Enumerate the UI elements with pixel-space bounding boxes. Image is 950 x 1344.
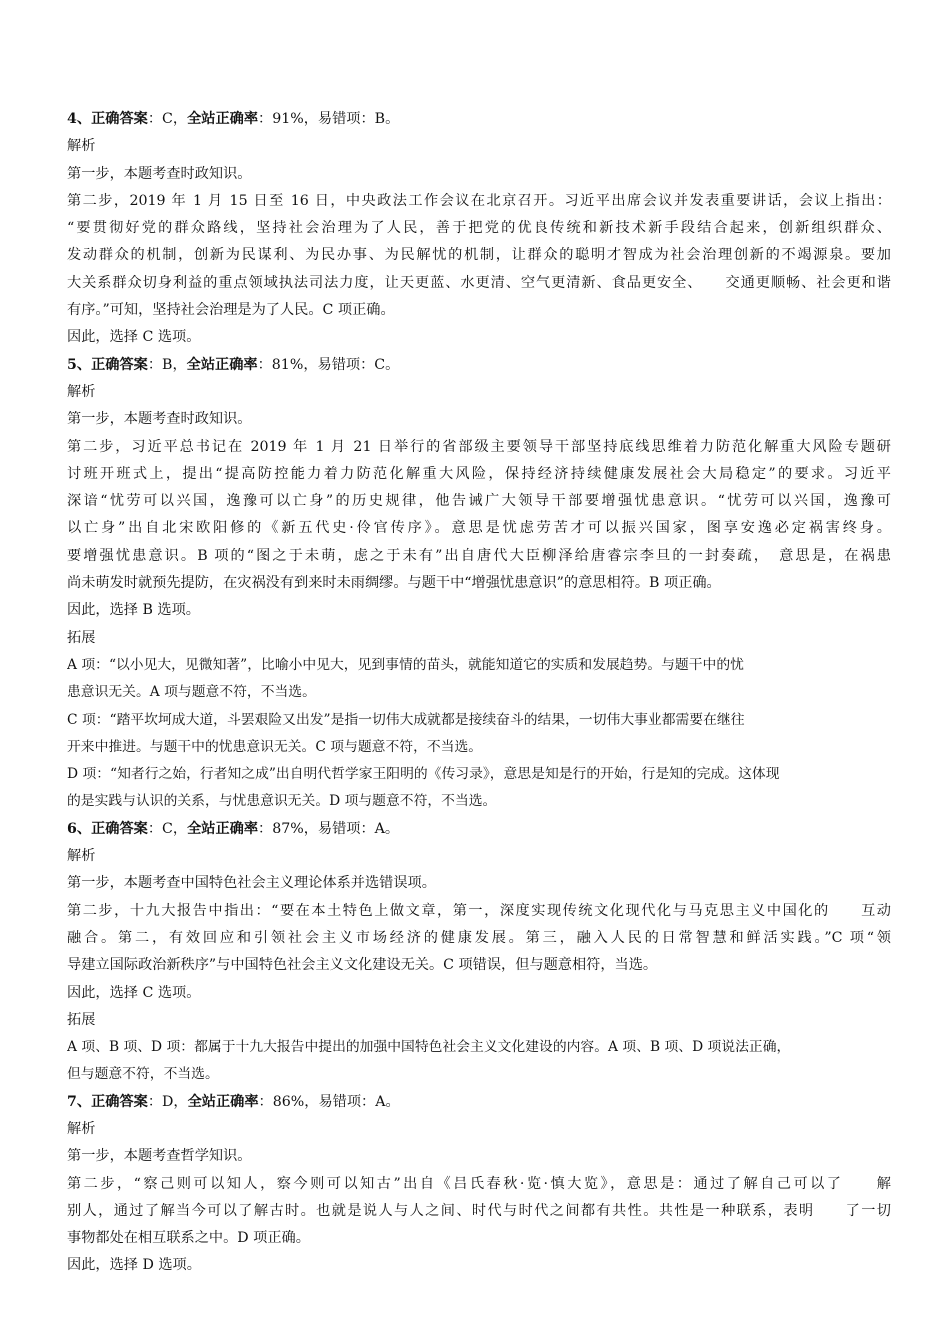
answer-header-q5 [67, 352, 891, 379]
analysis-line: 第二步，“察己则可以知人，察今则可以知古”出自《吕氏春秋·览·慎大览》，意思是：通过了解自己可以了 解 [67, 1175, 891, 1192]
analysis-line: 第一步，本题考查中国特色社会主义理论体系并选错误项。 [67, 875, 436, 892]
analysis-line: 第一步，本题考查时政知识。 [67, 165, 252, 182]
answer-label: 正确答案 [91, 820, 148, 837]
extension-title: 拓展 [67, 1011, 96, 1028]
analysis-line: 导建立国际政治新秩序”与中国特色社会主义文化建设无关。C 项错误，但与题意相符，当选。 [67, 957, 658, 974]
analysis-line: 深谙“忧劳可以兴国，逸豫可以亡身”的历史规律，他告诫广大领导干部要增强忧患意识。“忧劳可以兴国，逸豫可 [67, 493, 891, 510]
extension-line: 但与题意不符，不当选。 [67, 1066, 219, 1083]
rate-value: ：81%，易错项：C。 [257, 356, 400, 373]
question-number: 7、 [67, 1093, 92, 1110]
analysis-line: 尚未萌发时就预先提防，在灾祸没有到来时未雨绸缪。与题干中“增强忧患意识”的意思相符。B 项正确。 [67, 575, 721, 592]
analysis-conclusion: 因此，选择 C 选项。 [67, 984, 201, 1001]
answer-value: ：C， [147, 111, 188, 127]
answer-label: 正确答案 [91, 356, 148, 373]
extension-line: A 项、B 项、D 项：都属于十九大报告中提出的加强中国特色社会主义文化建设的内容。A 项、B 项、D 项说法正确， [67, 1039, 791, 1056]
rate-value: ：91%，易错项：B。 [258, 111, 400, 127]
extension-title: 拓展 [67, 629, 96, 646]
analysis-conclusion: 因此，选择 B 选项。 [67, 602, 200, 619]
question-number: 4、 [67, 111, 92, 127]
answer-value: ：C， [147, 820, 188, 837]
answer-header-q7 [67, 1089, 891, 1116]
extension-line: D 项：“知者行之始，行者知之成”出自明代哲学家王阳明的《传习录》，意思是知是行的开始，行是知的完成。这体现 [67, 766, 780, 783]
analysis-line: 第一步，本题考查时政知识。 [67, 411, 252, 428]
analysis-line: 要增强忧患意识。B 项的“图之于未萌，虑之于未有”出自唐代大臣柳泽给唐睿宗李旦的一封奏疏， 意思是，在祸患 [67, 547, 891, 564]
analysis-line: 第二步，十九大报告中指出：“要在本土特色上做文章，第一，深度实现传统文化现代化与马克思主义中国化的 互动 [67, 902, 891, 919]
document-page [67, 106, 891, 1280]
analysis-title: 解析 [67, 383, 96, 400]
answer-value: ：B， [147, 356, 187, 373]
question-number: 6、 [67, 820, 92, 837]
analysis-conclusion: 因此，选择 C 选项。 [67, 329, 201, 346]
analysis-line: 第一步，本题考查哲学知识。 [67, 1148, 252, 1165]
analysis-line: 发动群众的机制，创新为民谋利、为民办事、为民解忧的机制，让群众的聪明才智成为社会治理创新的不竭源泉。要加 [67, 247, 891, 264]
rate-label: 全站正确率 [186, 356, 258, 373]
analysis-line: 讨班开班式上，提出“提高防控能力着力防范化解重大风险，保持经济持续健康发展社会大局稳定”的要求。习近平 [67, 465, 891, 482]
rate-value: ：86%，易错项：A。 [258, 1093, 400, 1110]
analysis-title: 解析 [67, 138, 96, 155]
analysis-conclusion: 因此，选择 D 选项。 [67, 1257, 201, 1274]
extension-line: A 项：“以小见大，见微知著”，比喻小中见大，见到事情的苗头，就能知道它的实质和发展趋势。与题干中的忧 [67, 656, 744, 673]
rate-label: 全站正确率 [187, 111, 259, 127]
analysis-title: 解析 [67, 1120, 96, 1137]
analysis-line: “要贯彻好党的群众路线，坚持社会治理为了人民，善于把党的优良传统和新技术新手段结合起来，创新组织群众、 [67, 220, 891, 237]
analysis-line: 第二步，习近平总书记在 2019 年 1 月 21 日举行的省部级主要领导干部坚持底线思维着力防范化解重大风险专题研 [67, 438, 891, 455]
answer-label: 正确答案 [91, 1093, 148, 1110]
rate-label: 全站正确率 [187, 820, 259, 837]
analysis-line: 别人，通过了解当今可以了解古时。也就是说人与人之间、时代与时代之间都有共性。共性是一种联系，表明 了一切 [67, 1202, 891, 1219]
answer-value: ：D， [147, 1093, 188, 1110]
extension-line: 开来中推进。与题干中的忧患意识无关。C 项与题意不符，不当选。 [67, 738, 483, 755]
analysis-line: 有序。”可知，坚持社会治理是为了人民。C 项正确。 [67, 302, 395, 319]
analysis-line: 融合。第二，有效回应和引领社会主义市场经济的健康发展。第三，融入人民的日常智慧和鲜活实践。”C 项“领 [67, 929, 891, 946]
extension-line: 患意识无关。A 项与题意不符，不当选。 [67, 684, 316, 701]
extension-line: 的是实践与认识的关系，与忧患意识无关。D 项与题意不符，不当选。 [67, 793, 497, 810]
analysis-line: 大关系群众切身利益的重点领域执法司法力度，让天更蓝、水更清、空气更清新、食品更安全、 交通更顺畅、社会更和谐 [67, 274, 891, 291]
question-number: 5、 [67, 356, 92, 373]
analysis-line: 第二步，2019 年 1 月 15 日至 16 日，中央政法工作会议在北京召开。习近平出席会议并发表重要讲话，会议上指出： [67, 192, 891, 209]
analysis-line: 以亡身”出自北宋欧阳修的《新五代史·伶官传序》。意思是忧虑劳苦才可以振兴国家，图享安逸必定祸害终身。 [67, 520, 891, 537]
answer-header-q6 [67, 816, 891, 843]
rate-value: ：87%，易错项：A。 [258, 820, 400, 837]
extension-line: C 项：“踏平坎坷成大道，斗罢艰险又出发”是指一切伟大成就都是接续奋斗的结果，一切伟大事业都需要在继往 [67, 711, 745, 728]
answer-header-q4 [67, 106, 891, 133]
analysis-title: 解析 [67, 848, 96, 865]
rate-label: 全站正确率 [187, 1093, 259, 1110]
analysis-line: 事物都处在相互联系之中。D 项正确。 [67, 1230, 310, 1247]
answer-label: 正确答案 [91, 111, 148, 127]
